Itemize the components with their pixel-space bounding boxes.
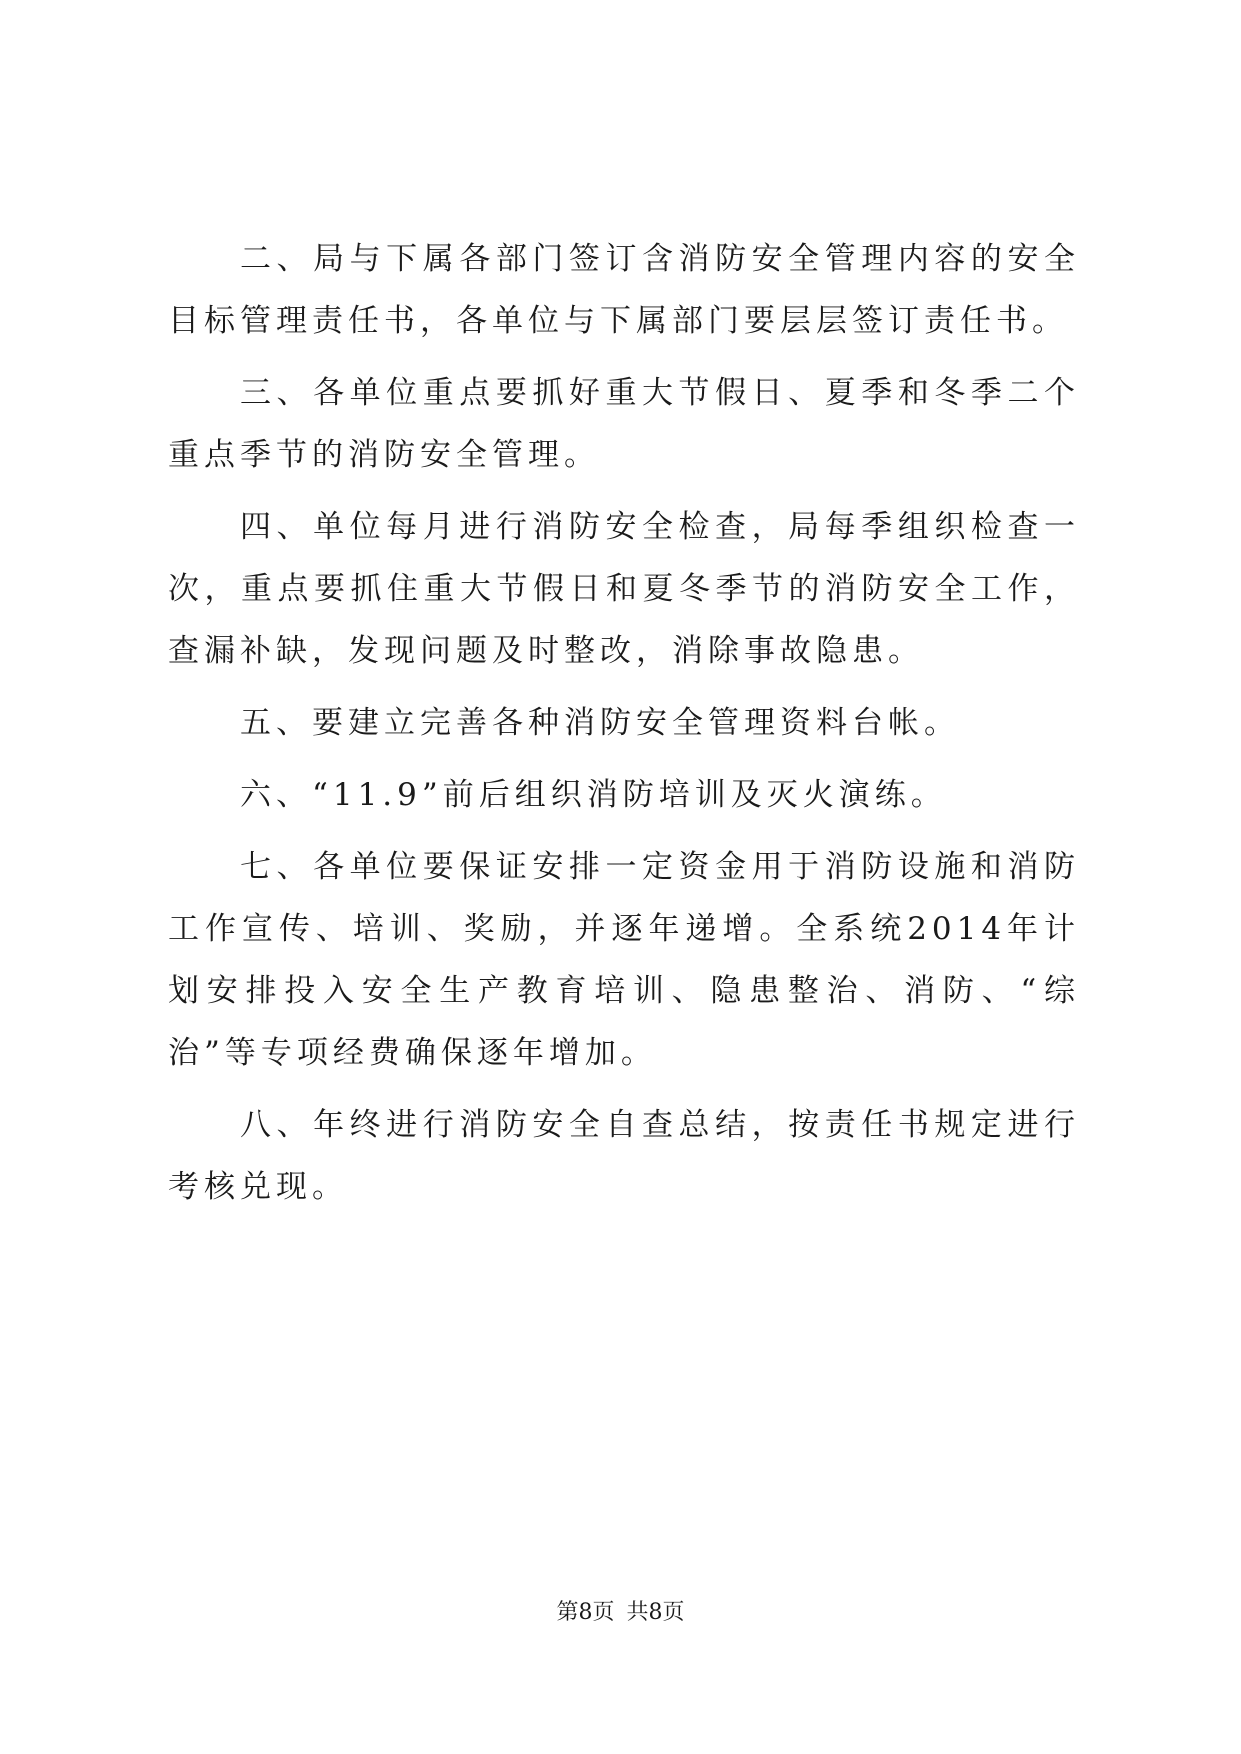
paragraph-8: 八、年终进行消防安全自查总结，按责任书规定进行考核兑现。 xyxy=(168,1107,1080,1205)
paragraph-3: 三、各单位重点要抓好重大节假日、夏季和冬季二个重点季节的消防安全管理。 xyxy=(168,375,1080,473)
page-total: 共8页 xyxy=(626,1600,685,1625)
paragraph-6: 六、“11.9”前后组织消防培训及灭火演练。 xyxy=(240,777,947,813)
paragraph-5: 五、要建立完善各种消防安全管理资料台帐。 xyxy=(240,705,960,741)
paragraph-2: 二、局与下属各部门签订含消防安全管理内容的安全目标管理责任书，各单位与下属部门要层层签订责任书。 xyxy=(168,241,1080,339)
paragraph-7: 七、各单位要保证安排一定资金用于消防设施和消防工作宣传、培训、奖励，并逐年递增。全系统2014年计划安排投入安全生产教育培训、隐患整治、消防、“综治”等专项经费确保逐年增加。 xyxy=(168,849,1080,1071)
page-number: 第8页 xyxy=(556,1600,615,1625)
document-body xyxy=(168,228,1080,1228)
page-footer xyxy=(0,1598,1241,1628)
paragraph-4: 四、单位每月进行消防安全检查，局每季组织检查一次，重点要抓住重大节假日和夏冬季节的消防安全工作，查漏补缺，发现问题及时整改，消除事故隐患。 xyxy=(168,509,1080,669)
